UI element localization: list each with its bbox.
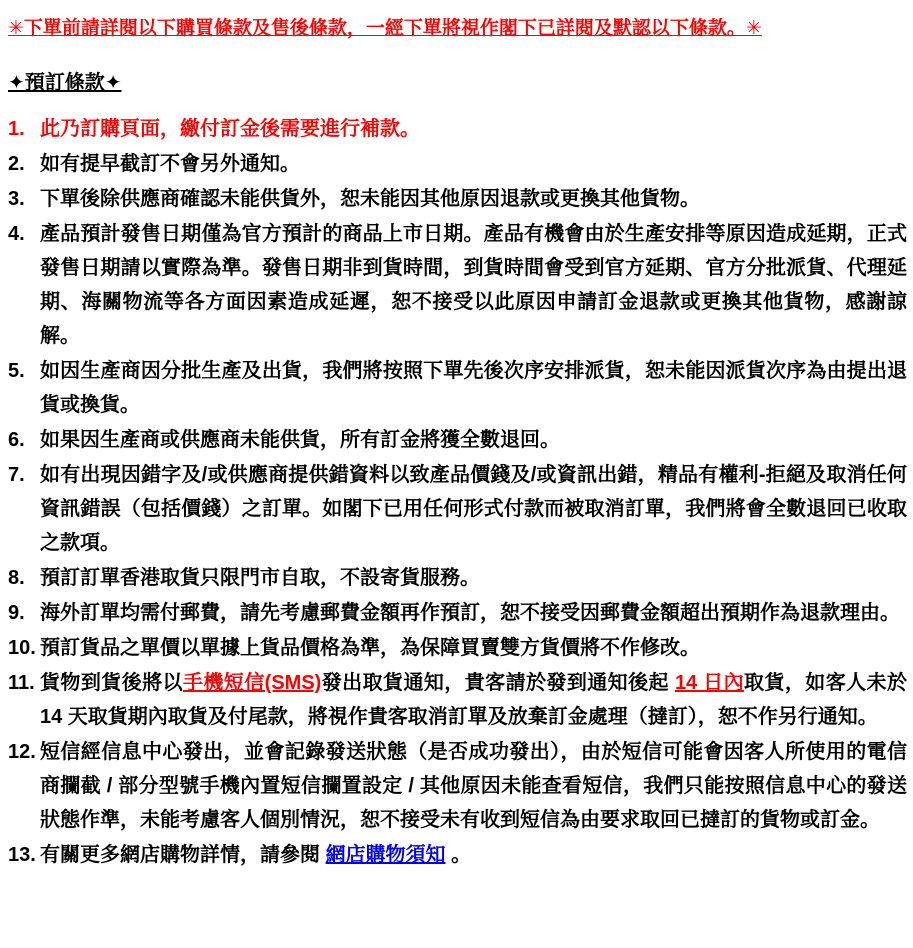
term-item [8,112,907,146]
term-text [40,838,907,872]
term-number: 11. [8,672,35,694]
pre-order-notice: ✳下單前請詳閱以下購買條款及售後條款，一經下單將視作閣下已詳閱及默認以下條款。✳ [8,18,762,39]
term-text [40,666,907,734]
term-segment: 有關更多網店購物詳情，請參閱 [40,844,326,866]
term-segment: 短信經信息中心發出，並會記錄發送狀態（是否成功發出），由於短信可能會因客人所使用的電信商攔截 / 部分型號手機內置短信攔置設定 / 其他原因未能查看短信，我們只能按照信息中心的發送狀態作準，未能考慮客人個別情況，恕不接受未有收到短信為由要求取回已撻訂的貨物或訂金。 [40,741,907,831]
term-item [8,735,907,837]
term-item [8,458,907,560]
term-number: 5. [8,360,25,382]
term-number: 8. [8,567,25,589]
term-number: 2. [8,153,25,175]
term-text [40,423,907,457]
term-number: 10. [8,637,36,659]
term-text [40,182,907,216]
term-number: 7. [8,464,25,486]
section-title-preorder-terms: ✦預訂條款✦ [8,72,122,94]
term-segment: 如有出現因錯字及/或供應商提供錯資料以致產品價錢及/或資訊出錯，精品有權利-拒絕及取消任何資訊錯誤（包括價錢）之訂單。如閣下已用任何形式付款而被取消訂單，我們將會全數退回已收取之款項。 [40,464,907,554]
term-item [8,217,907,353]
term-segment: 此乃訂購頁面，繳付訂金後需要進行補款。 [40,118,420,140]
term-text [40,217,907,353]
term-segment: 如有提早截訂不會另外通知。 [40,153,300,175]
terms-list [8,112,907,872]
term-segment: 下單後除供應商確認未能供貨外，恕未能因其他原因退款或更換其他貨物。 [40,188,700,210]
term-number: 4. [8,223,25,245]
term-segment: 貨物到貨後將以 [40,672,183,694]
term-number: 9. [8,602,25,624]
term-number: 1. [8,118,25,140]
term-segment: 取貨，如客人未於 14 天取貨期內取貨及付尾款，將視作貴客取消訂單及放棄訂金處理（撻訂），恕不作另行通知。 [40,672,907,728]
term-item [8,838,907,872]
shop-guide-link[interactable]: 網店購物須知 [325,844,446,866]
term-item [8,596,907,630]
term-segment: 如因生產商因分批生產及出貨，我們將按照下單先後次序安排派貨，恕未能因派貨次序為由提出退貨或換貨。 [40,360,907,416]
term-text [40,112,907,146]
term-item [8,147,907,181]
term-segment: 預訂訂單香港取貨只限門市自取，不設寄貨服務。 [40,567,480,589]
term-text [40,596,907,630]
term-text [40,147,907,181]
term-text [40,561,907,595]
term-number: 6. [8,429,25,451]
term-number: 13. [8,844,36,866]
term-number: 12. [8,741,36,763]
pickup-deadline-highlight: 14 日內 [674,672,745,694]
term-item [8,423,907,457]
term-segment: 預訂貨品之單價以單據上貨品價格為準，為保障買賣雙方貨價將不作修改。 [40,637,700,659]
term-item [8,631,907,665]
term-segment: 如果因生產商或供應商未能供貨，所有訂金將獲全數退回。 [40,429,560,451]
sms-highlight: 手機短信(SMS) [182,672,322,694]
term-text [40,458,907,560]
term-text [40,631,907,665]
term-segment: 產品預計發售日期僅為官方預計的商品上市日期。產品有機會由於生產安排等原因造成延期，正式發售日期請以實際為準。發售日期非到貨時間，到貨時間會受到官方延期、官方分批派貨、代理延期、海關物流等各方面因素造成延遲，恕不接受以此原因申請訂金退款或更換其他貨物，感謝諒解。 [40,223,907,347]
term-text [40,735,907,837]
term-segment: 發出取貨通知，貴客請於發到通知後起 [321,672,675,694]
term-item [8,666,907,734]
term-segment: 。 [445,844,472,866]
term-item [8,354,907,422]
term-item [8,182,907,216]
term-segment: 海外訂單均需付郵費，請先考慮郵費金額再作預訂，恕不接受因郵費金額超出預期作為退款理由。 [40,602,900,624]
term-item [8,561,907,595]
term-number: 3. [8,188,25,210]
term-text [40,354,907,422]
